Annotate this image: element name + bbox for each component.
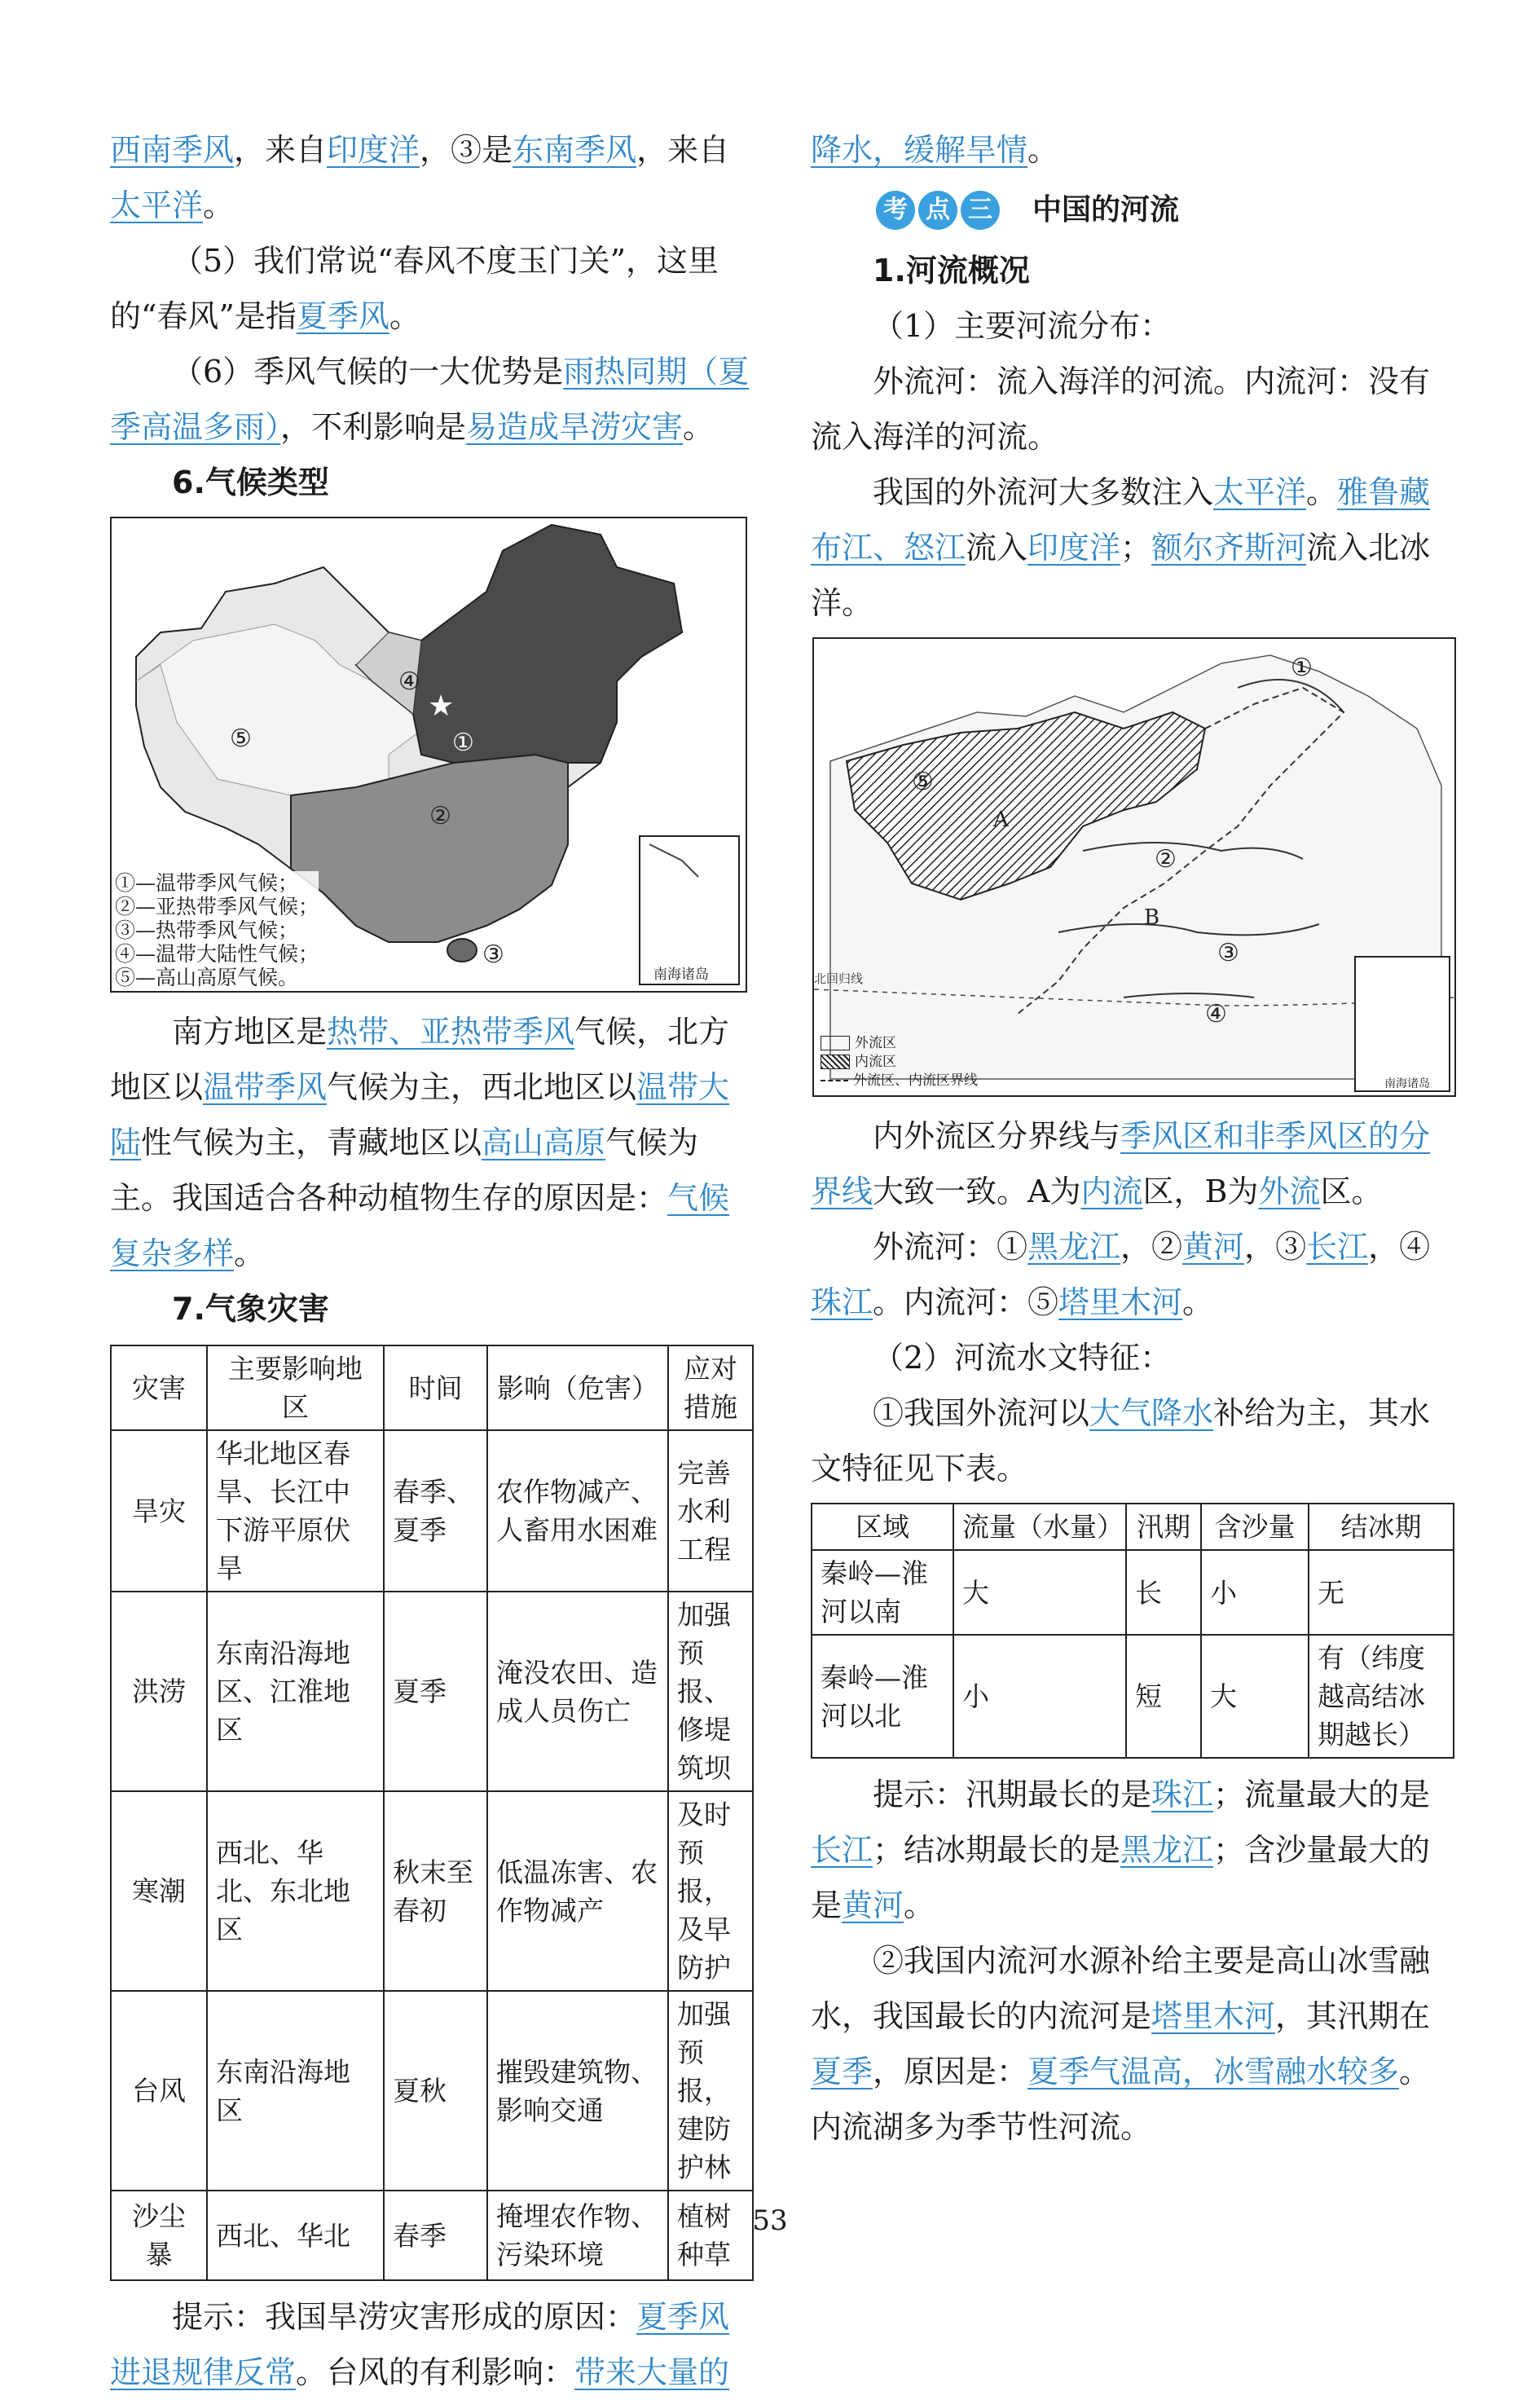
paragraph-river-definition: 外流河：流入海洋的河流。内流河：没有流入海洋的河流。 (811, 363, 1431, 455)
table-header-row: 区域 流量（水量） 汛期 含沙量 结冰期 (812, 1504, 1454, 1550)
answer: 东南季风 (513, 132, 637, 168)
table-row: 台风 东南沿海地区 夏秋 摧毁建筑物、影响交通 加强预报，建防护林 (111, 1991, 753, 2191)
map-label-B: B (1144, 905, 1160, 930)
disaster-table (110, 1345, 754, 2281)
answer: 降水，缓解旱情 (811, 132, 1028, 168)
heading-weather-disasters: 7.气象灾害 (172, 1291, 329, 1327)
paragraph-exterior-supply: ①我国外流河以大气降水补给为主，其水文特征见下表。 (811, 1395, 1431, 1486)
answer: 内流 (1080, 1174, 1143, 1209)
paragraph-river-distribution: （1）主要河流分布： (873, 308, 1172, 344)
legend-swatch-exterior (821, 1036, 850, 1050)
kaodian-badge: 点 (918, 191, 957, 230)
inset-label: 南海诸岛 (653, 967, 709, 983)
inset-frame (1355, 957, 1450, 1091)
table-row: 秦岭—淮河以南 大 长 小 无 (812, 1550, 1454, 1635)
map-label-A: A (993, 808, 1009, 832)
answer: 易造成旱涝灾害 (466, 409, 684, 445)
paragraph-spring-wind: （5）我们常说“春风不度玉门关”，这里的“春风”是指夏季风。 (110, 243, 719, 334)
paragraph-drainage-boundary: 内外流区分界线与季风区和非季风区的分界线大致一致。A为内流区，B为外流区。 (811, 1118, 1431, 1209)
answer: 珠江 (811, 1284, 873, 1320)
answer: 长江 (1306, 1229, 1369, 1265)
paragraph-river-hint: 提示：汛期最长的是珠江；流量最大的是长江；结冰期最长的是黑龙江；含沙量最大的是黄河。 (811, 1777, 1431, 1923)
map-label-4: ④ (1205, 1000, 1227, 1028)
paragraph-hydrology: （2）河流水文特征： (873, 1340, 1172, 1376)
answer: 额尔齐斯河 (1151, 530, 1307, 566)
answer: 印度洋 (1027, 530, 1121, 566)
paragraph-river-outflow: 我国的外流河大多数注入太平洋。雅鲁藏布江、怒江流入印度洋；额尔齐斯河流入北冰洋。 (811, 474, 1431, 621)
answer: 西南季风 (110, 132, 235, 168)
map-label-1: ① (1291, 654, 1313, 682)
legend-swatch-boundary (821, 1080, 848, 1081)
answer: 热带、亚热带季风 (327, 1014, 575, 1050)
table-row: 洪涝 东南沿海地区、江淮地区 夏季 淹没农田、造成人员伤亡 加强预报、修堤筑坝 (111, 1592, 753, 1791)
answer: 夏季风进退规律反常 (110, 2299, 730, 2390)
heading-climate-types: 6.气候类型 (172, 465, 329, 500)
table-row: 秦岭—淮河以北 小 短 大 有（纬度越高结冰期越长） (812, 1635, 1454, 1758)
inset-frame (640, 836, 739, 984)
answer: 带来大量的 (574, 2354, 730, 2390)
map-label-5: ⑤ (912, 768, 934, 796)
map-label-4: ④ (398, 667, 420, 696)
river-map-legend: 外流区 内流区 外流区、内流区界线 (821, 1034, 978, 1090)
inset-label: 南海诸岛 (1384, 1077, 1430, 1090)
answer: 黄河 (842, 1887, 904, 1923)
map-label-5: ⑤ (230, 724, 252, 753)
river-map (812, 637, 1456, 1097)
map-label-2: ② (1155, 845, 1177, 874)
answer: 外流 (1258, 1174, 1321, 1209)
map-label-2: ② (429, 802, 451, 830)
right-column (811, 122, 1454, 2155)
paragraph-disaster-hint: 提示：我国旱涝灾害形成的原因：夏季风进退规律反常。台风的有利影响：带来大量的 (110, 2299, 730, 2390)
answer: 温带季风 (203, 1069, 328, 1105)
paragraph-monsoon-source: 西南季风，来自印度洋，③是东南季风，来自太平洋。 (110, 132, 730, 223)
answer: 黄河 (1182, 1229, 1245, 1265)
answer: 塔里木河 (1151, 1998, 1276, 2034)
answer: 雨热同期（夏季高温多雨） (110, 354, 750, 445)
answer: 高山高原 (482, 1125, 606, 1160)
heading-river-overview: 1.河流概况 (873, 253, 1030, 288)
climate-map-legend: ①—温带季风气候； ②—亚热带季风气候； ③—热带季风气候； ④—温带大陆性气候； ⑤—高山高原气候。 (115, 871, 319, 989)
answer: 印度洋 (327, 132, 420, 168)
climate-map (110, 517, 747, 993)
answer: 黑龙江 (1027, 1229, 1121, 1265)
answer: 太平洋 (110, 187, 204, 223)
river-map-graphic (814, 639, 1454, 1095)
answer: 太平洋 (1213, 474, 1307, 510)
answer: 气候复杂多样 (110, 1180, 730, 1271)
section-title: 中国的河流 (1032, 193, 1180, 227)
paragraph-river-names: 外流河：①黑龙江，②黄河，③长江，④珠江。内流河：⑤塔里木河。 (811, 1229, 1431, 1320)
paragraph-monsoon-advantage: （6）季风气候的一大优势是雨热同期（夏季高温多雨），不利影响是易造成旱涝灾害。 (110, 354, 750, 445)
tropic-label: 北回归线 (814, 971, 864, 986)
map-label-1: ① (452, 729, 474, 757)
answer: 黑龙江 (1120, 1832, 1214, 1868)
kaodian-badge: 考 (876, 191, 915, 230)
answer: 夏季 (811, 2054, 873, 2090)
hydrology-table (811, 1503, 1454, 1759)
left-column (110, 122, 754, 2400)
paragraph-interior-supply: ②我国内流河水源补给主要是高山冰雪融水，我国最长的内流河是塔里木河，其汛期在夏季，原因是：夏季气温高，冰雪融水较多。内流湖多为季节性河流。 (811, 1943, 1431, 2145)
answer: 季风区和非季风区的分界线 (811, 1118, 1431, 1209)
table-row: 旱灾 华北地区春旱、长江中下游平原伏旱 春季、夏季 农作物减产、人畜用水困难 完善水利工程 (111, 1430, 753, 1592)
answer: 大气降水 (1089, 1395, 1214, 1431)
legend-swatch-interior (821, 1055, 850, 1069)
table-header-row: 灾害 主要影响地区 时间 影响（危害） 应对措施 (111, 1345, 753, 1430)
map-label-3: ③ (482, 940, 504, 969)
page-number: 53 (752, 2204, 788, 2237)
kaodian-badge: 三 (961, 191, 1000, 230)
answer: 雅鲁藏布江、怒江 (811, 474, 1431, 566)
answer: 塔里木河 (1058, 1284, 1183, 1320)
answer: 珠江 (1151, 1777, 1214, 1812)
paragraph-climate-regions: 南方地区是热带、亚热带季风气候，北方地区以温带季风气候为主，西北地区以温带大陆性气候为主，青藏地区以高山高原气候为主。我国适合各种动植物生存的原因是：气候复杂多样。 (110, 1014, 730, 1271)
map-label-3: ③ (1217, 939, 1239, 967)
answer: 夏季风 (296, 298, 389, 334)
answer: 温带大陆 (110, 1069, 730, 1160)
answer: 夏季气温高，冰雪融水较多 (1027, 2054, 1400, 2090)
answer: 长江 (811, 1832, 873, 1868)
table-row: 寒潮 西北、华北、东北地区 秋末至春初 低温冻害、农作物减产 及时预报，及早防护 (111, 1791, 753, 1991)
table-row: 沙尘暴 西北、华北 春季 掩埋农作物、污染环境 植树种草 (111, 2191, 753, 2280)
star-icon: ★ (428, 689, 455, 723)
paragraph-continuation: 降水，缓解旱情。 (811, 132, 1059, 168)
hainan-island (447, 939, 477, 962)
section-header (811, 178, 1454, 243)
